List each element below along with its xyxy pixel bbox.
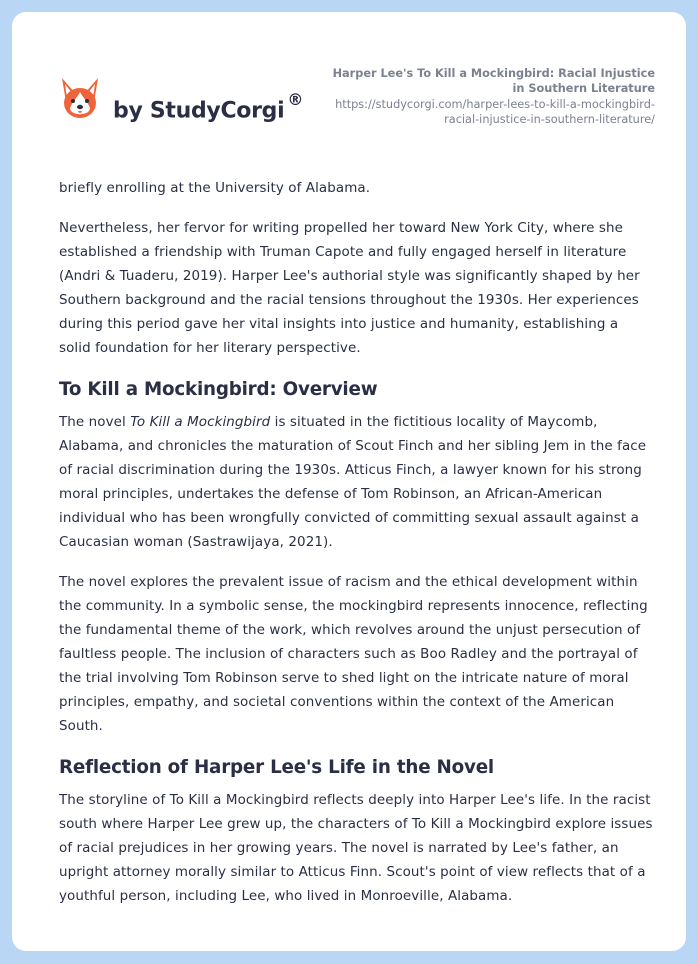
- section-heading: To Kill a Mockingbird: Overview: [59, 379, 378, 400]
- paragraph: Nevertheless, her fervor for writing propelled her toward New York City, where she established a friendship with Truman Capote and fully engaged herself in literature (Andri & Tuaderu, 2019). Harper Lee's authorial style was significantly shaped by her Southern background and the racial tensions throughout the 1930s. Her experiences during this period gave her vital insights into justice and humanity, establishing a solid foundation for her literary perspective.: [59, 221, 640, 356]
- section-heading: Reflection of Harper Lee's Life in the Novel: [59, 757, 494, 778]
- paragraph: The novel explores the prevalent issue of racism and the ethical development within the community. In a symbolic sense, the mockingbird represents innocence, reflecting the fundamental theme of the work, which revolves around the unjust persecution of faultless people. The inclusion of characters such as Boo Radley and the portrayal of the trial involving Tom Robinson serve to shed light on the intricate nature of moral principles, empathy, and societal conventions within the context of the American South.: [59, 575, 648, 734]
- book-title-italic: To Kill a Mockingbird: [130, 415, 271, 430]
- logo-text: by StudyCorgi: [113, 98, 285, 124]
- text-run: The novel: [59, 415, 131, 430]
- document-meta: [325, 66, 655, 127]
- document-page: [12, 12, 686, 951]
- registered-mark: ®: [287, 90, 304, 109]
- studycorgi-logo[interactable]: [58, 74, 318, 134]
- paragraph: The storyline of To Kill a Mockingbird reflects deeply into Harper Lee's life. In the racist south where Harper Lee grew up, the characters of To Kill a Mockingbird explore issues of racial prejudices in her growing years. The novel is narrated by Lee's father, an upright attorney morally similar to Atticus Finn. Scout's point of view reflects that of a youthful person, including Lee, who lived in Monroeville, Alabama.: [59, 793, 653, 904]
- document-title: Harper Lee's To Kill a Mockingbird: Racial Injustice in Southern Literature: [332, 67, 655, 95]
- page-header: [12, 12, 686, 152]
- article-content: [59, 177, 654, 925]
- paragraph: [59, 411, 654, 555]
- logo-wordmark: [113, 90, 304, 124]
- document-url[interactable]: https://studycorgi.com/harper-lees-to-kill-a-mockingbird-racial-injustice-in-southern-literature/: [335, 98, 655, 126]
- paragraph: briefly enrolling at the University of Alabama.: [59, 181, 371, 196]
- text-run: is situated in the fictitious locality of Maycomb, Alabama, and chronicles the maturation of Scout Finch and her sibling Jem in the face of racial discrimination during the 1930s. Atticus Finch, a lawyer known for his strong moral principles, undertakes the defense of Tom Robinson, an African-American individual who has been wrongfully convicted of committing sexual assault against a Caucasian woman (Sastrawijaya, 2021).: [59, 415, 647, 550]
- corgi-icon: [58, 76, 102, 122]
